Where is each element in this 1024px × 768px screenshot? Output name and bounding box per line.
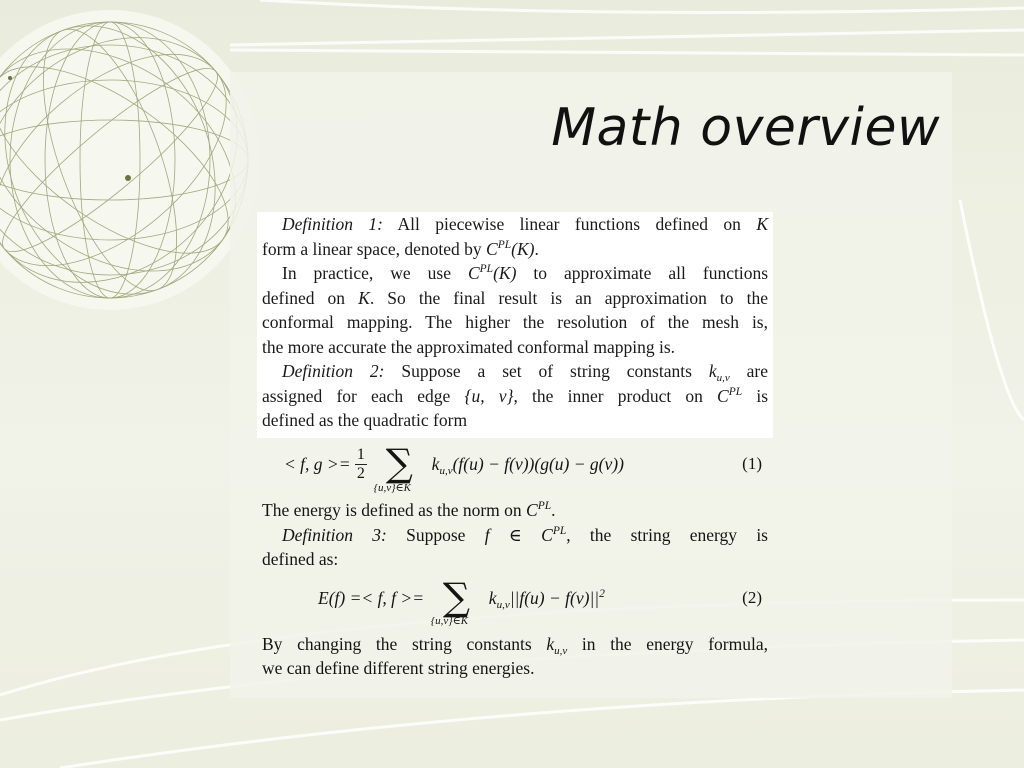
- text-line: [262, 384, 768, 409]
- text-line: [262, 261, 768, 286]
- text-line: [262, 212, 768, 237]
- fraction-numerator: 1: [356, 446, 365, 463]
- text-line: we can define different string energies.: [262, 658, 535, 678]
- text: Suppose: [386, 524, 485, 545]
- text-line: defined as:: [262, 549, 339, 569]
- math-symbol: k: [488, 587, 497, 608]
- fraction-one-half: [355, 446, 367, 483]
- summation: [371, 441, 427, 494]
- text-line: defined as the quadratic form: [262, 410, 468, 430]
- fraction-denominator: 2: [356, 465, 365, 482]
- text: In practice, we use: [282, 263, 468, 283]
- math-expression: ||f(u) − f(v)||: [509, 587, 600, 608]
- text: Suppose a set of string constants: [384, 361, 709, 381]
- math-symbol: ∈: [489, 524, 542, 545]
- text: form a linear space, denoted by: [262, 238, 487, 259]
- text-line: [262, 286, 768, 311]
- text: are: [729, 361, 768, 381]
- math-symbol: {u, v}: [464, 385, 514, 406]
- equation-rhs: [432, 452, 624, 477]
- text: . So the final result is an approximation to the: [369, 287, 768, 308]
- math-superscript: PL: [497, 238, 512, 251]
- math-superscript: PL: [537, 500, 552, 512]
- summation-limit: {u,v}∈K: [373, 481, 411, 494]
- math-symbol: k: [546, 633, 555, 654]
- text: , the string energy is: [566, 524, 768, 545]
- equation-rhs: [489, 586, 605, 611]
- text-line: [262, 359, 768, 384]
- math-symbol: C: [486, 238, 498, 259]
- definition-label: Definition 3:: [282, 524, 387, 545]
- definition-label: Definition 2:: [282, 361, 385, 381]
- text: defined on: [262, 287, 359, 308]
- math-symbol: (K): [511, 238, 535, 259]
- math-symbol: K: [358, 287, 370, 308]
- math-superscript: PL: [479, 263, 494, 275]
- summation-limit: {u,v}∈K: [430, 615, 469, 627]
- math-symbol: (K): [493, 263, 517, 283]
- math-symbol: f: [484, 524, 490, 545]
- equation-1: [262, 438, 768, 498]
- math-symbol: C: [467, 263, 480, 283]
- text-line: conformal mapping. The higher the resolution of the mesh is,: [262, 312, 768, 332]
- text: is: [742, 385, 768, 406]
- math-subscript: u,v: [554, 644, 568, 657]
- math-symbol: C: [541, 524, 553, 545]
- text: The energy is defined as the norm on: [262, 500, 527, 520]
- text-line: form a linear space, denoted by $C^{PL}(K)$.: [262, 238, 539, 259]
- text: By changing the string constants: [262, 633, 547, 654]
- text-line: [262, 523, 768, 548]
- math-subscript: u,v: [496, 598, 510, 611]
- text-line: the more accurate the approximated conformal mapping is.: [262, 336, 676, 357]
- text: All piecewise linear functions defined on: [397, 214, 757, 234]
- math-superscript: PL: [728, 385, 743, 398]
- text: , the inner product on: [513, 385, 718, 406]
- equation-lhs: E(f) =< f, f >=: [318, 587, 425, 608]
- equation-number: (2): [742, 587, 762, 607]
- text-line: The energy is defined as the norm on $C^{PL}$.: [262, 500, 556, 520]
- math-symbol: C: [717, 385, 729, 406]
- document-excerpt-top: [257, 212, 773, 438]
- slide-title: Math overview: [551, 98, 940, 158]
- text-line: [262, 632, 768, 657]
- math-expression: (f(u) − f(v))(g(u) − g(v)): [452, 454, 624, 474]
- math-symbol: k: [431, 454, 440, 474]
- math-symbol: K: [756, 214, 769, 234]
- document-excerpt-bottom: [257, 438, 773, 683]
- math-symbol: C: [526, 500, 538, 520]
- equation-number: (1): [742, 454, 762, 473]
- math-superscript: PL: [552, 524, 567, 537]
- math-subscript: u,v: [716, 372, 730, 384]
- text: assigned for each edge: [262, 385, 465, 406]
- text: to approximate all functions: [516, 263, 769, 283]
- sigma-symbol: ∑: [385, 441, 413, 485]
- sigma-symbol: ∑: [442, 574, 470, 619]
- equation-2: [262, 572, 768, 632]
- math-symbol: k: [708, 361, 717, 381]
- math-superscript: 2: [599, 587, 605, 600]
- equation-lhs: < f, g >=: [284, 454, 351, 474]
- definition-label: Definition 1:: [282, 214, 383, 234]
- text: in the energy formula,: [567, 633, 768, 654]
- math-subscript: u,v: [439, 465, 453, 477]
- summation: [428, 574, 484, 628]
